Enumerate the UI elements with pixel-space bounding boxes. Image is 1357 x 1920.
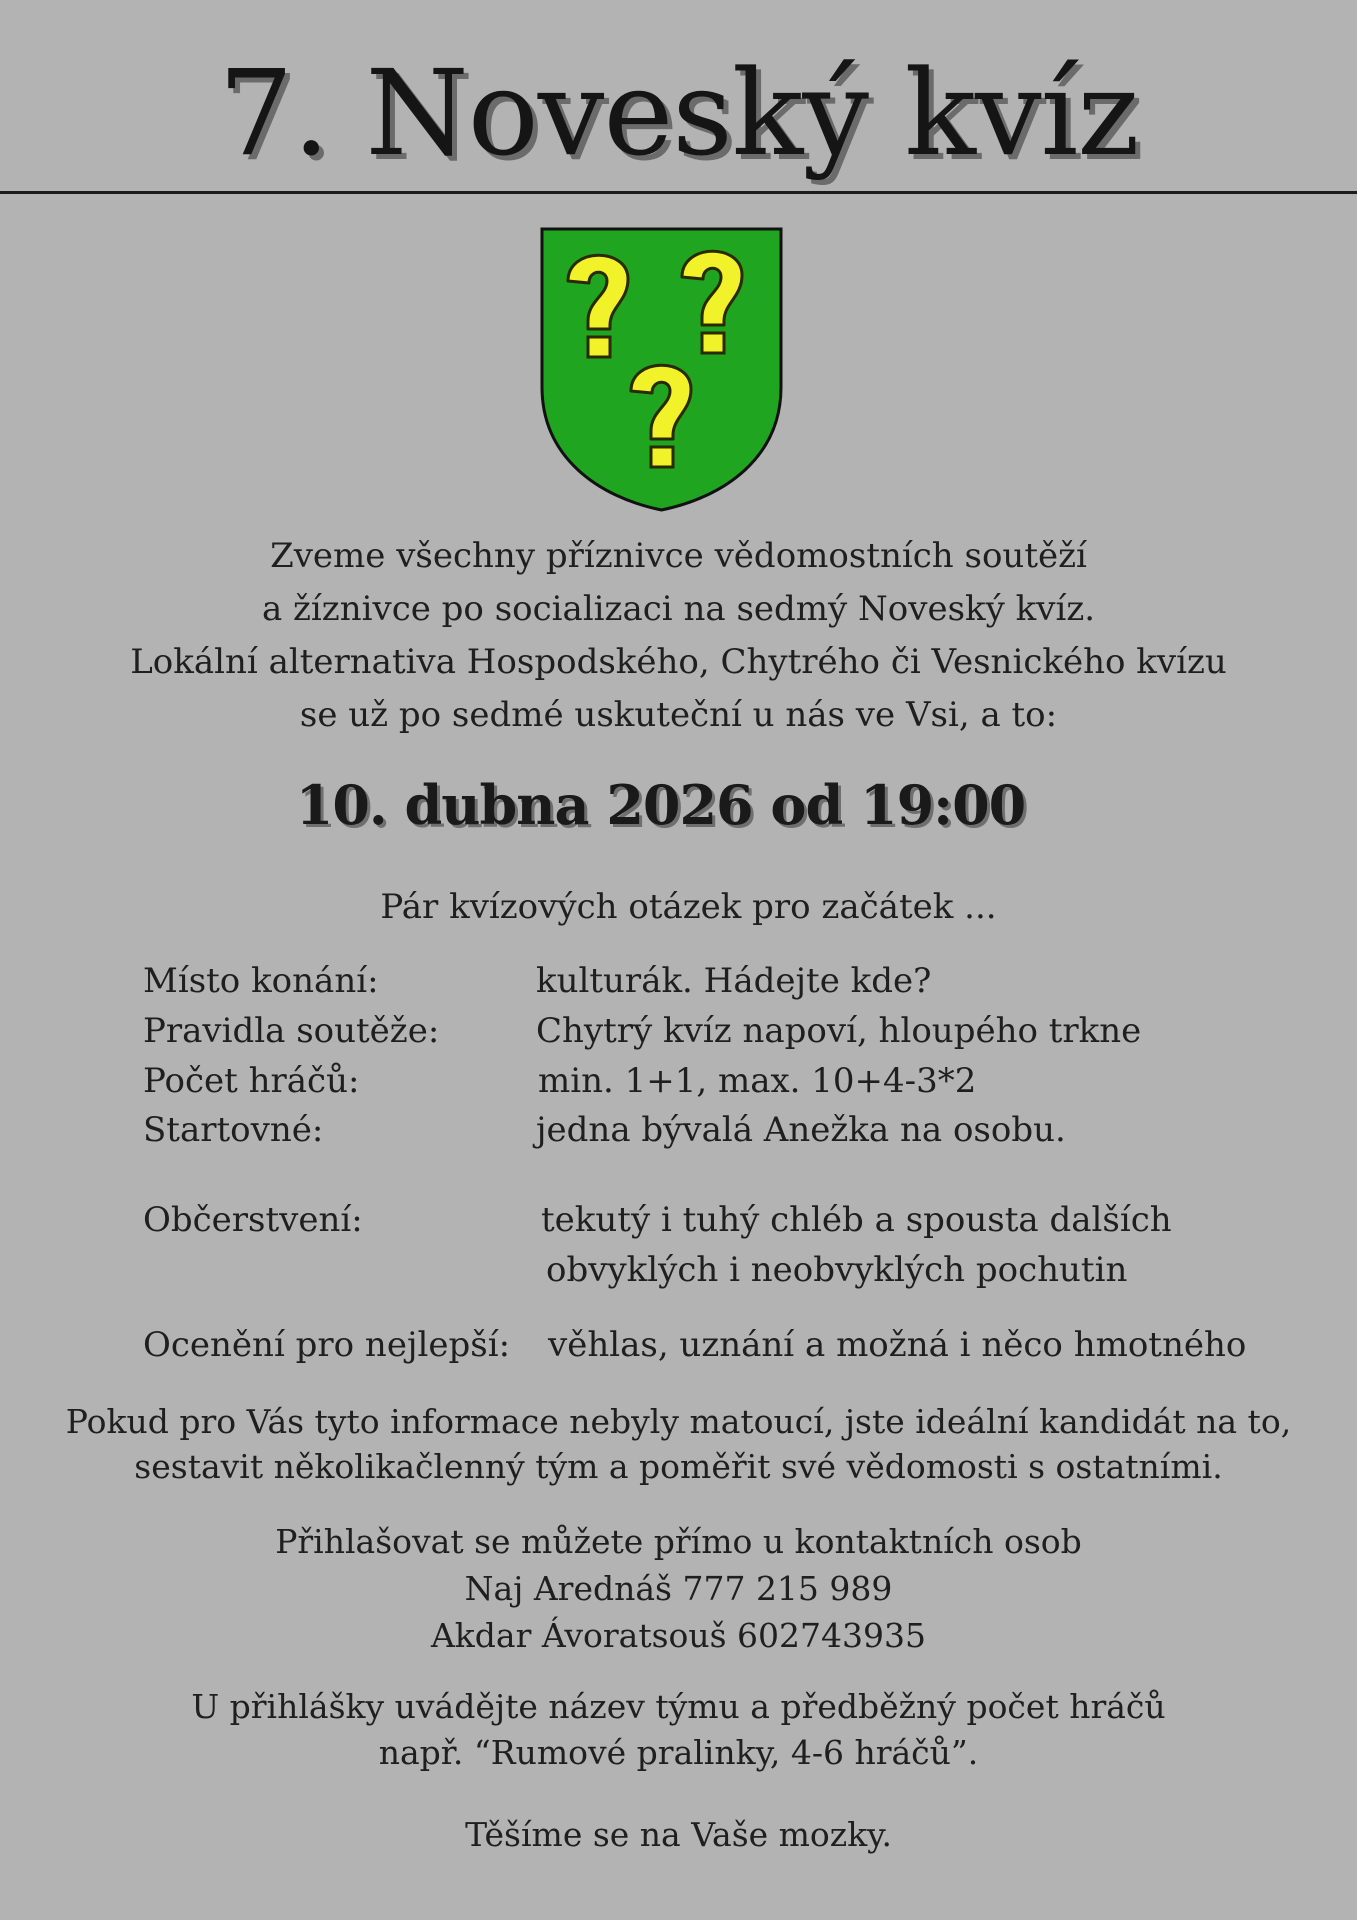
info-label: Místo konání: (143, 961, 379, 1001)
invite-line: sestavit několikačlenný tým a poměřit své vědomosti s ostatními. (134, 1447, 1223, 1486)
closing-line: Těšíme se na Vaše mozky. (465, 1815, 892, 1854)
event-date: 10. dubna 2026 od 19:00 (295, 773, 1026, 837)
intro-line: Zveme všechny příznivce vědomostních soutěží (270, 536, 1087, 576)
info-value: Chytrý kvíz napoví, hloupého trkne (536, 1011, 1142, 1051)
contacts-intro: Přihlašovat se můžete přímo u kontaktních osob (275, 1522, 1082, 1561)
registration-note (0, 1684, 1357, 1776)
contacts-block (0, 1518, 1357, 1659)
info-label: Občerstvení: (143, 1200, 363, 1240)
intro-paragraph (0, 530, 1357, 742)
info-value: věhlas, uznání a možná i něco hmotného (548, 1325, 1247, 1365)
info-value: jedna bývalá Anežka na osobu. (536, 1110, 1066, 1150)
info-row-entry-fee (143, 1105, 1323, 1155)
info-value: tekutý i tuhý chléb a spousta dalších (541, 1200, 1172, 1240)
note-line: např. “Rumové pralinky, 4-6 hráčů”. (378, 1733, 979, 1772)
intro-line: Lokální alternativa Hospodského, Chytrého či Vesnického kvízu (130, 642, 1227, 682)
info-row-rules (143, 1006, 1323, 1056)
intro-line: se už po sedmé uskuteční u nás ve Vsi, a to: (299, 695, 1058, 735)
note-line: U přihlášky uvádějte název týmu a předběžný počet hráčů (191, 1687, 1166, 1726)
info-label: Počet hráčů: (143, 1061, 360, 1101)
contact-person: Naj Arednáš 777 215 989 (464, 1569, 893, 1608)
info-row-players (143, 1056, 1323, 1106)
info-row-award (143, 1320, 1323, 1370)
info-row-refreshments (143, 1195, 1323, 1245)
teaser-text: Pár kvízových otázek pro začátek ... (380, 887, 997, 927)
info-row-venue (143, 956, 1323, 1006)
invite-line: Pokud pro Vás tyto informace nebyly matoucí, jste ideální kandidát na to, (65, 1402, 1292, 1441)
contact-person: Akdar Ávoratsouš 602743935 (430, 1616, 927, 1655)
coat-of-arms-question-marks-icon (540, 227, 783, 512)
info-value: obvyklých i neobvyklých pochutin (546, 1250, 1128, 1290)
info-value: min. 1+1, max. 10+4-3*2 (538, 1061, 977, 1101)
info-value: kulturák. Hádejte kde? (536, 961, 932, 1001)
intro-line: a žíznivce po socializaci na sedmý Noveský kvíz. (261, 589, 1096, 629)
info-label: Pravidla soutěže: (143, 1011, 440, 1051)
title-divider (0, 191, 1357, 194)
page-title: 7. Noveský kvíz (218, 44, 1139, 182)
info-label: Ocenění pro nejlepší: (143, 1325, 511, 1365)
info-label: Startovné: (143, 1110, 324, 1150)
info-row-refreshments-cont (143, 1245, 1323, 1295)
invite-paragraph (0, 1399, 1357, 1489)
